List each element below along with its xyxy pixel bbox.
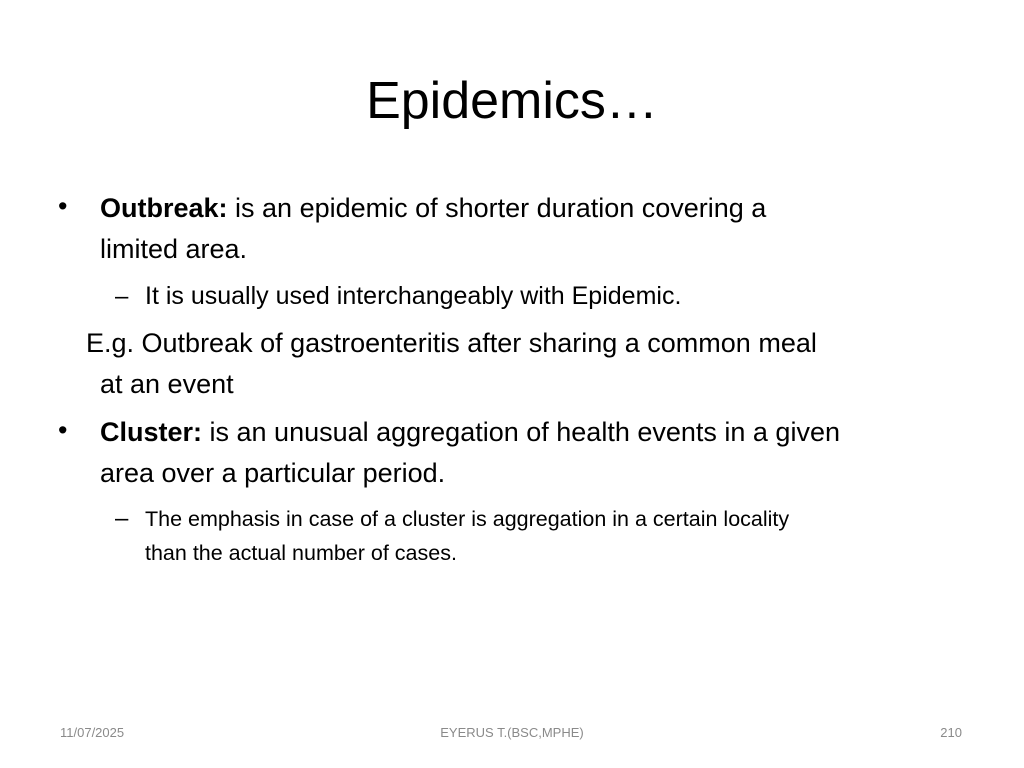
outbreak-definition-1: is an epidemic of shorter duration covering a: [227, 193, 767, 223]
footer-date: 11/07/2025: [60, 725, 125, 740]
footer-author: EYERUS T.(BSC,MPHE): [440, 725, 584, 740]
cluster-term: Cluster:: [100, 417, 203, 447]
outbreak-example-1: E.g. Outbreak of gastroenteritis after sharing a common meal: [86, 328, 817, 358]
cluster-sub-point-1: The emphasis in case of a cluster is aggregation in a certain locality: [145, 507, 790, 531]
cluster-line-1: [100, 412, 840, 453]
bullet-outbreak-marker: •: [58, 191, 68, 221]
outbreak-sub-dash: –: [115, 283, 129, 310]
footer-page-number: 210: [940, 725, 962, 740]
outbreak-term: Outbreak:: [100, 193, 228, 223]
outbreak-example-2: at an event: [100, 369, 234, 399]
cluster-sub-dash: –: [115, 505, 129, 532]
slide-title: Epidemics…: [366, 72, 658, 130]
cluster-sub-point-2: than the actual number of cases.: [145, 541, 457, 565]
cluster-definition-1: is an unusual aggregation of health events in a given: [202, 417, 840, 447]
outbreak-definition-2: limited area.: [100, 234, 248, 264]
cluster-definition-2: area over a particular period.: [100, 458, 446, 488]
outbreak-line-1: [100, 188, 766, 229]
outbreak-sub-point: It is usually used interchangeably with Epidemic.: [145, 282, 682, 310]
bullet-cluster-marker: •: [58, 415, 68, 445]
